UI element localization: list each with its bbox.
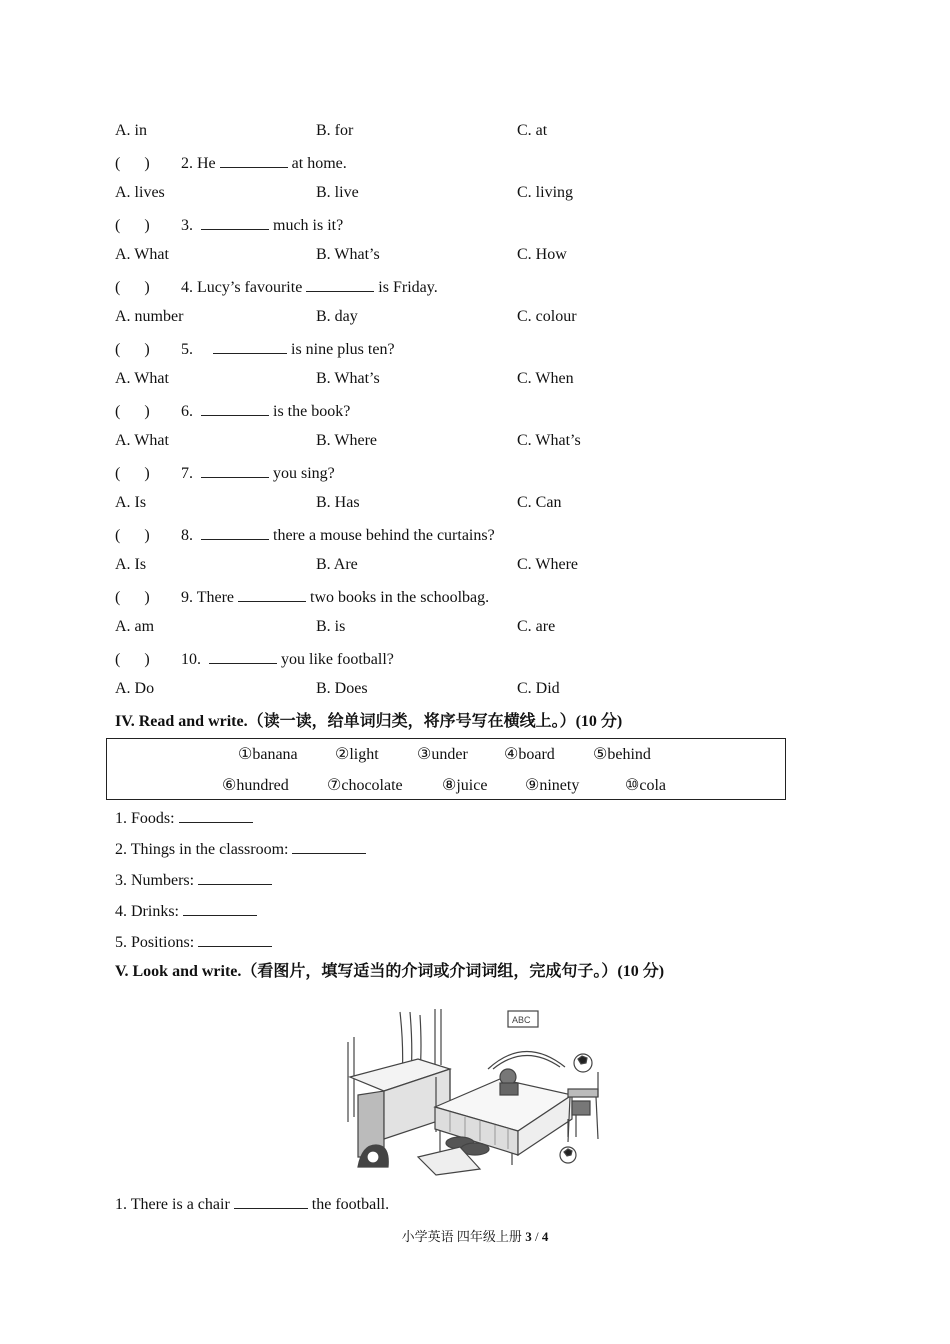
question-stem-end: you like football?	[277, 651, 394, 668]
word-bank-item: ⑩cola	[625, 777, 666, 794]
q1-options-row	[0, 119, 950, 143]
word-bank-box	[106, 738, 786, 800]
option-c: C. What’s	[517, 432, 581, 449]
word-bank-item: ⑤behind	[593, 746, 651, 763]
sentence-end: the football.	[307, 1196, 390, 1213]
option-b: B. Does	[316, 680, 368, 697]
section-4-heading: IV. Read and write.（读一读，给单词归类，将序号写在横线上。）(10 分)	[115, 713, 623, 730]
answer-parentheses[interactable]: ( )	[115, 403, 150, 420]
bedroom-illustration	[340, 1007, 630, 1181]
answer-parentheses[interactable]: ( )	[115, 279, 150, 296]
question-number: 6.	[181, 403, 193, 420]
question-stem-end: two books in the schoolbag.	[306, 589, 490, 606]
option-a: A. Is	[115, 556, 147, 573]
question-row	[0, 646, 950, 670]
q1-option-c: C. at	[517, 122, 548, 139]
fill-label: 2. Things in the classroom:	[115, 841, 293, 858]
options-row	[0, 677, 950, 701]
fill-label: 1. Foods:	[115, 810, 179, 827]
answer-blank[interactable]	[201, 398, 269, 416]
footer-page-total: 4	[541, 1229, 549, 1244]
q1-option-b: B. for	[316, 122, 354, 139]
fill-line-classroom	[115, 836, 366, 862]
question-stem-end: is the book?	[269, 403, 351, 420]
question-row	[0, 398, 950, 422]
word-bank-item: ⑨ninety	[525, 777, 580, 794]
option-c: C. living	[517, 184, 574, 201]
question-row	[0, 274, 950, 298]
word-bank-item: ①banana	[238, 746, 298, 763]
option-a: A. Is	[115, 494, 147, 511]
option-b: B. is	[316, 618, 346, 635]
answer-blank[interactable]	[213, 336, 287, 354]
answer-blank[interactable]	[179, 805, 253, 823]
answer-blank[interactable]	[306, 274, 374, 292]
options-row	[0, 553, 950, 577]
question-number: 2.	[181, 155, 193, 172]
word-bank-item: ③under	[417, 746, 468, 763]
question-number: 5.	[181, 341, 193, 358]
answer-blank[interactable]	[201, 522, 269, 540]
fill-line-drinks	[115, 898, 257, 924]
option-c: C. are	[517, 618, 556, 635]
answer-parentheses[interactable]: ( )	[115, 341, 150, 358]
question-stem-start	[197, 341, 213, 358]
question-number: 10.	[181, 651, 201, 668]
question-text	[115, 398, 350, 424]
options-row	[0, 305, 950, 329]
answer-parentheses[interactable]: ( )	[115, 217, 150, 234]
question-text	[115, 336, 395, 362]
word-bank-item: ②light	[335, 746, 379, 763]
option-c: C. How	[517, 246, 567, 263]
answer-blank[interactable]	[238, 584, 306, 602]
sentence-start: 1. There is a chair	[115, 1196, 234, 1213]
answer-blank[interactable]	[201, 212, 269, 230]
answer-parentheses[interactable]: ( )	[115, 465, 150, 482]
options-row	[0, 615, 950, 639]
question-text	[115, 150, 347, 176]
word-bank-item: ④board	[504, 746, 555, 763]
answer-blank[interactable]	[183, 898, 257, 916]
options-row	[0, 491, 950, 515]
fill-line-positions	[115, 929, 272, 955]
question-stem-end: you sing?	[269, 465, 335, 482]
question-text	[115, 274, 438, 300]
footer-separator: /	[531, 1229, 542, 1244]
option-b: B. Has	[316, 494, 360, 511]
section-5-question-1	[115, 1191, 389, 1217]
chair	[568, 1072, 598, 1142]
answer-blank[interactable]	[234, 1191, 308, 1209]
fill-label: 5. Positions:	[115, 934, 199, 951]
question-text	[115, 212, 343, 238]
answer-blank[interactable]	[198, 929, 272, 947]
option-c: C. Did	[517, 680, 560, 697]
answer-parentheses[interactable]: ( )	[115, 651, 150, 668]
option-c: C. colour	[517, 308, 577, 325]
options-row	[0, 243, 950, 267]
question-text	[115, 522, 495, 548]
option-a: A. What	[115, 370, 169, 387]
answer-blank[interactable]	[292, 836, 366, 854]
question-stem-end: at home.	[287, 155, 347, 172]
q1-option-a: A. in	[115, 122, 147, 139]
answer-parentheses[interactable]: ( )	[115, 155, 150, 172]
question-text	[115, 460, 335, 486]
question-text	[115, 646, 394, 672]
question-stem-end: much is it?	[269, 217, 344, 234]
option-c: C. When	[517, 370, 574, 387]
question-stem-end: is nine plus ten?	[287, 341, 395, 358]
fill-label: 3. Numbers:	[115, 872, 199, 889]
answer-parentheses[interactable]: ( )	[115, 527, 150, 544]
page-footer	[0, 1227, 950, 1247]
wall-picture	[508, 1011, 538, 1027]
option-b: B. What’s	[316, 370, 380, 387]
option-b: B. Where	[316, 432, 378, 449]
option-a: A. What	[115, 432, 169, 449]
word-bank-item: ⑧juice	[442, 777, 488, 794]
question-number: 8.	[181, 527, 193, 544]
word-bank-item: ⑥hundred	[222, 777, 289, 794]
option-b: B. live	[316, 184, 359, 201]
question-row	[0, 212, 950, 236]
question-number: 7.	[181, 465, 193, 482]
option-a: A. number	[115, 308, 184, 325]
option-b: B. What’s	[316, 246, 380, 263]
fill-line-foods	[115, 805, 253, 831]
option-a: A. What	[115, 246, 169, 263]
option-b: B. day	[316, 308, 358, 325]
fill-line-numbers	[115, 867, 272, 893]
question-row	[0, 150, 950, 174]
answer-blank[interactable]	[201, 460, 269, 478]
option-a: A. am	[115, 618, 155, 635]
answer-blank[interactable]	[220, 150, 288, 168]
footer-subject: 小学英语 四年级上册	[401, 1229, 526, 1244]
question-row	[0, 584, 950, 608]
options-row	[0, 429, 950, 453]
question-row	[0, 460, 950, 484]
option-c: C. Where	[517, 556, 579, 573]
question-row	[0, 336, 950, 360]
answer-parentheses[interactable]: ( )	[115, 589, 150, 606]
question-number: 3.	[181, 217, 193, 234]
svg-text:ABC: ABC	[512, 1015, 531, 1025]
options-row	[0, 181, 950, 205]
section-5-heading: V. Look and write.（看图片，填写适当的介词或介词词组，完成句子。）(10 分)	[115, 963, 665, 980]
shoes	[418, 1137, 489, 1175]
question-stem-end: there a mouse behind the curtains?	[269, 527, 495, 544]
options-row	[0, 367, 950, 391]
option-b: B. Are	[316, 556, 358, 573]
question-stem-start: He	[197, 155, 220, 172]
question-number: 9.	[181, 589, 193, 606]
answer-blank[interactable]	[209, 646, 277, 664]
answer-blank[interactable]	[198, 867, 272, 885]
question-row	[0, 522, 950, 546]
question-number: 4.	[181, 279, 193, 296]
word-bank-item: ⑦chocolate	[327, 777, 403, 794]
question-text	[115, 584, 489, 610]
option-a: A. lives	[115, 184, 165, 201]
question-stem-start: Lucy’s favourite	[197, 279, 307, 296]
question-stem-end: is Friday.	[374, 279, 438, 296]
question-stem-start: There	[196, 589, 239, 606]
option-c: C. Can	[517, 494, 562, 511]
fill-label: 4. Drinks:	[115, 903, 183, 920]
footer-page-number: 3	[525, 1229, 532, 1244]
option-a: A. Do	[115, 680, 155, 697]
